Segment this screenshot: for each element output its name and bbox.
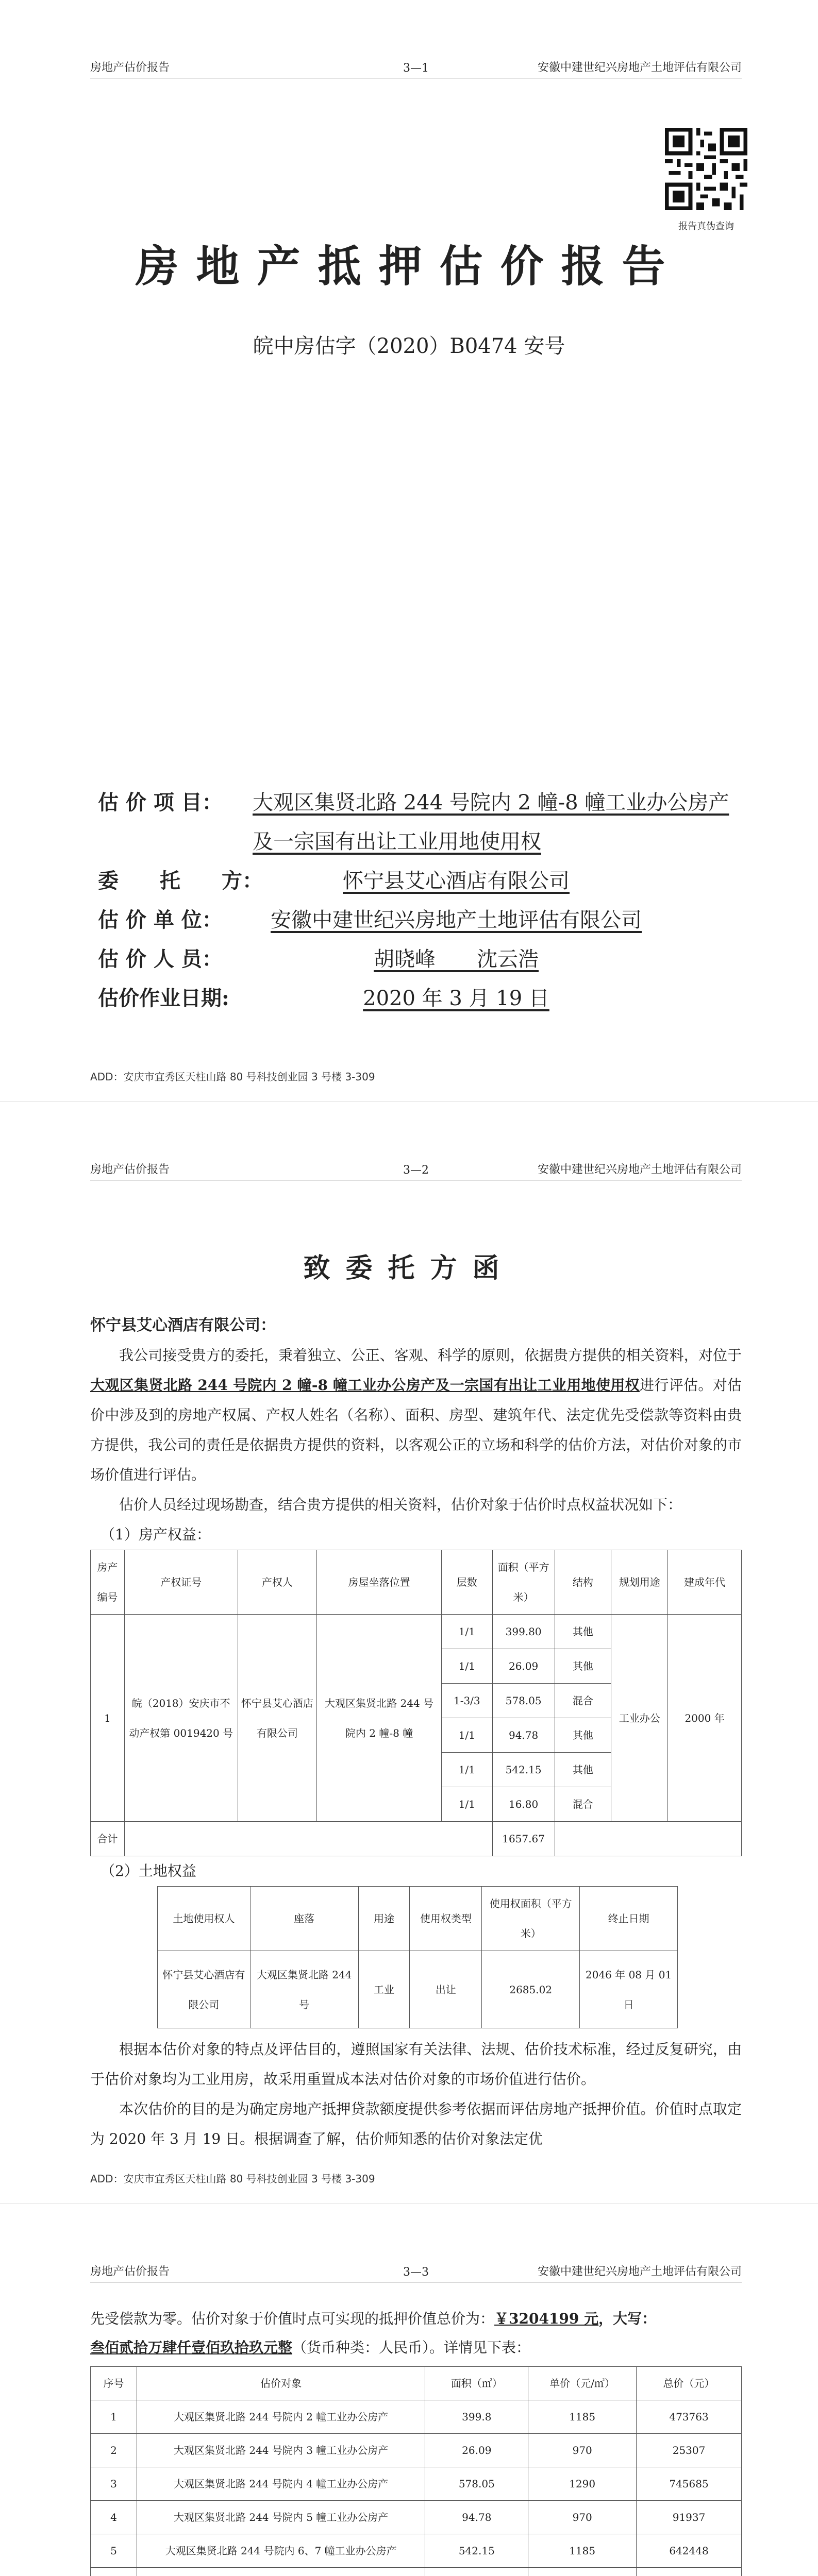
house-th: 产权人	[238, 1550, 317, 1615]
page-letter	[0, 1102, 818, 2204]
header-page-number: 3—2	[403, 1164, 429, 1177]
intro-text-a: 先受偿款为零。估价对象于价值时点可实现的抵押价值总价为：	[90, 2310, 495, 2327]
date-label: 估价作业日期:	[98, 986, 229, 1010]
page-header	[90, 1160, 742, 1180]
result-price: 1185	[528, 2534, 637, 2568]
para1-text-a: 我公司接受贵方的委托，秉着独立、公正、客观、科学的原则，依据贵方提供的相关资料，对位于	[119, 1347, 742, 1364]
date-value: 2020 年 3 月 19 日	[363, 987, 549, 1010]
result-name: 大观区集贤北路 244 号院内 3 幢工业办公房产	[137, 2434, 425, 2467]
result-total: 642448	[637, 2534, 742, 2568]
qr-code-icon[interactable]	[665, 128, 747, 210]
para1-subject: 大观区集贤北路 244 号院内 2 幢-8 幢工业办公房产及一宗国有出让工业用地使用权	[90, 1377, 640, 1394]
house-total-area: 1657.67	[492, 1822, 555, 1856]
result-area: 578.05	[425, 2467, 528, 2501]
result-total: 25307	[637, 2434, 742, 2467]
header-page-number: 3—3	[403, 2266, 429, 2279]
house-total-rest	[555, 1822, 741, 1856]
project-label: 估 价 项 目：	[98, 790, 223, 815]
result-th: 序号	[91, 2367, 137, 2400]
result-intro-text	[90, 2304, 742, 2362]
page-footer: ADD：安庆市宜秀区天柱山路 80 号科技创业园 3 号楼 3-309	[90, 2173, 375, 2185]
house-year: 2000 年	[668, 1615, 742, 1822]
result-area	[425, 2568, 528, 2576]
result-table	[90, 2366, 742, 2576]
result-intro	[90, 2304, 742, 2576]
house-table	[90, 1550, 742, 1856]
table-row	[91, 2434, 742, 2467]
result-no	[91, 2568, 137, 2576]
land-th: 使用权类型	[410, 1887, 482, 1951]
page-cover	[0, 0, 818, 1102]
header-right: 安徽中建世纪兴房地产土地评估有限公司	[537, 61, 742, 74]
result-name: 大观区集贤北路 244 号院内 2 幢工业办公房产	[137, 2400, 425, 2434]
result-area: 542.15	[425, 2534, 528, 2568]
house-total-label: 合计	[91, 1822, 125, 1856]
header-right: 安徽中建世纪兴房地产土地评估有限公司	[537, 1163, 742, 1176]
letter-paragraph-4: 本次估价的目的是为确定房地产抵押贷款额度提供参考依据而评估房地产抵押价值。价值时点取定为 2020 年 3 月 19 日。根据调查了解，估价师知悉的估价对象法定优	[90, 2100, 742, 2147]
house-area: 578.05	[492, 1684, 555, 1718]
intro-text-c: （货币种类：人民币）。详情见下表：	[292, 2339, 531, 2356]
land-type: 出让	[410, 1951, 482, 2028]
result-name: 大观区集贤北路 244 号院内 6、7 幢工业办公房产	[137, 2534, 425, 2568]
page-header	[90, 2262, 742, 2282]
house-use: 工业办公	[611, 1615, 668, 1822]
house-total-blank	[124, 1822, 492, 1856]
house-struct: 其他	[555, 1718, 611, 1753]
letter-title: 致委托方函	[303, 1252, 515, 1284]
info-people	[98, 940, 742, 979]
land-use: 工业	[358, 1951, 410, 2028]
result-name: 大观区集贤北路 244 号院内 4 幢工业办公房产	[137, 2467, 425, 2501]
page-result	[0, 2204, 818, 2576]
house-struct: 其他	[555, 1753, 611, 1787]
house-floor: 1/1	[441, 1615, 492, 1649]
result-th: 总价（元）	[637, 2367, 742, 2400]
land-location: 大观区集贤北路 244 号	[250, 1951, 358, 2028]
result-price	[528, 2568, 637, 2576]
section-land: （2）土地权益	[101, 1862, 196, 1879]
page-footer: ADD：安庆市宜秀区天柱山路 80 号科技创业园 3 号楼 3-309	[90, 1071, 375, 1083]
result-area: 399.8	[425, 2400, 528, 2434]
people-label: 估 价 人 员：	[98, 947, 223, 971]
header-right: 安徽中建世纪兴房地产土地评估有限公司	[537, 2265, 742, 2278]
land-th: 使用权面积（平方米）	[482, 1887, 580, 1951]
info-date	[98, 979, 742, 1018]
table-row	[91, 2400, 742, 2434]
house-location: 大观区集贤北路 244 号院内 2 幢-8 幢	[317, 1615, 442, 1822]
info-appraiser	[98, 901, 742, 940]
house-struct: 混合	[555, 1684, 611, 1718]
table-row	[91, 2534, 742, 2568]
result-name	[137, 2568, 425, 2576]
appraiser-value: 安徽中建世纪兴房地产土地评估有限公司	[271, 908, 642, 932]
result-area: 94.78	[425, 2501, 528, 2534]
house-area: 94.78	[492, 1718, 555, 1753]
house-floor: 1/1	[441, 1718, 492, 1753]
result-price: 1290	[528, 2467, 637, 2501]
header-left: 房地产估价报告	[90, 2265, 170, 2278]
house-th: 房产编号	[91, 1550, 125, 1615]
client-value: 怀宁县艾心酒店有限公司	[343, 869, 570, 893]
result-price: 970	[528, 2501, 637, 2534]
house-floor: 1/1	[441, 1649, 492, 1684]
house-cert: 皖（2018）安庆市不动产权第 0019420 号	[124, 1615, 238, 1822]
para1-text-c: 进行评估。对估价中涉及到的房地产权属、产权人姓名（名称）、面积、房型、建筑年代、法定优先受偿款等资料由贵方提供，我公司的责任是依据贵方提供的资料，以客观公正的立场和科学的估价方法，对估价对象的市场价值进行评估。	[90, 1377, 742, 1483]
qr-caption: 报告真伪查询	[678, 221, 734, 232]
house-area: 399.80	[492, 1615, 555, 1649]
house-th: 层数	[441, 1550, 492, 1615]
letter-paragraph-3: 根据本估价对象的特点及评估目的，遵照国家有关法律、法规、估价技术标准，经过反复研究，由于估价对象均为工业用房，故采用重置成本法对估价对象的市场价值进行估价。	[90, 2041, 742, 2088]
house-th: 结构	[555, 1550, 611, 1615]
header-left: 房地产估价报告	[90, 61, 170, 74]
letter-paragraph-2: 估价人员经过现场勘查，结合贵方提供的相关资料，估价对象于估价时点权益状况如下：	[119, 1496, 682, 1513]
house-th: 规划用途	[611, 1550, 668, 1615]
house-th: 建成年代	[668, 1550, 742, 1615]
cover-info	[98, 783, 742, 1018]
land-table	[157, 1886, 678, 2028]
page-header	[90, 58, 742, 78]
client-label: 委 托 方：	[98, 869, 263, 893]
result-total: 473763	[637, 2400, 742, 2434]
land-th: 用途	[358, 1887, 410, 1951]
result-total	[637, 2568, 742, 2576]
land-area: 2685.02	[482, 1951, 580, 2028]
info-project	[98, 783, 742, 861]
result-th: 单价（元/㎡）	[528, 2367, 637, 2400]
land-th: 座落	[250, 1887, 358, 1951]
letter-body	[90, 1311, 742, 2154]
result-total: 745685	[637, 2467, 742, 2501]
project-value: 大观区集贤北路 244 号院内 2 幢-8 幢工业办公房产及一宗国有出让工业用地使用权	[253, 791, 729, 854]
report-number: 皖中房估字（2020）B0474 安号	[253, 334, 565, 358]
total-value-words: 叁佰贰拾万肆仟壹佰玖拾玖元整	[90, 2339, 293, 2356]
header-page-number: 3—1	[403, 62, 429, 75]
result-no: 5	[91, 2534, 137, 2568]
table-row	[91, 2568, 742, 2576]
result-area: 26.09	[425, 2434, 528, 2467]
header-left: 房地产估价报告	[90, 1163, 170, 1176]
result-no: 3	[91, 2467, 137, 2501]
house-area: 16.80	[492, 1787, 555, 1822]
house-floor: 1-3/3	[441, 1684, 492, 1718]
result-total: 91937	[637, 2501, 742, 2534]
house-owner: 怀宁县艾心酒店有限公司	[238, 1615, 317, 1822]
house-struct: 混合	[555, 1787, 611, 1822]
table-row	[91, 2501, 742, 2534]
table-row	[91, 2467, 742, 2501]
house-th: 房屋坐落位置	[317, 1550, 442, 1615]
people-value: 胡晓峰 沈云浩	[374, 947, 539, 971]
result-no: 1	[91, 2400, 137, 2434]
result-no: 4	[91, 2501, 137, 2534]
total-value-number: ￥3204199 元	[494, 2310, 599, 2327]
house-struct: 其他	[555, 1649, 611, 1684]
intro-text-b: ，大写：	[598, 2310, 657, 2327]
house-area: 26.09	[492, 1649, 555, 1684]
result-no: 2	[91, 2434, 137, 2467]
result-price: 1185	[528, 2400, 637, 2434]
salutation: 怀宁县艾心酒店有限公司：	[90, 1316, 276, 1334]
house-struct: 其他	[555, 1615, 611, 1649]
report-title: 房地产抵押估价报告	[135, 241, 683, 292]
info-client	[98, 861, 742, 901]
land-th: 土地使用权人	[158, 1887, 251, 1951]
appraiser-label: 估 价 单 位：	[98, 908, 223, 932]
section-house: （1）房产权益：	[101, 1526, 211, 1543]
house-area: 542.15	[492, 1753, 555, 1787]
house-th: 面积（平方米）	[492, 1550, 555, 1615]
result-name: 大观区集贤北路 244 号院内 5 幢工业办公房产	[137, 2501, 425, 2534]
house-no: 1	[91, 1615, 125, 1822]
result-price: 970	[528, 2434, 637, 2467]
letter-paragraph-1	[90, 1341, 742, 1490]
land-th: 终止日期	[580, 1887, 678, 1951]
land-end: 2046 年 08 月 01 日	[580, 1951, 678, 2028]
result-th: 面积（㎡）	[425, 2367, 528, 2400]
house-floor: 1/1	[441, 1787, 492, 1822]
house-th: 产权证号	[124, 1550, 238, 1615]
result-th: 估价对象	[137, 2367, 425, 2400]
house-floor: 1/1	[441, 1753, 492, 1787]
land-owner: 怀宁县艾心酒店有限公司	[158, 1951, 251, 2028]
